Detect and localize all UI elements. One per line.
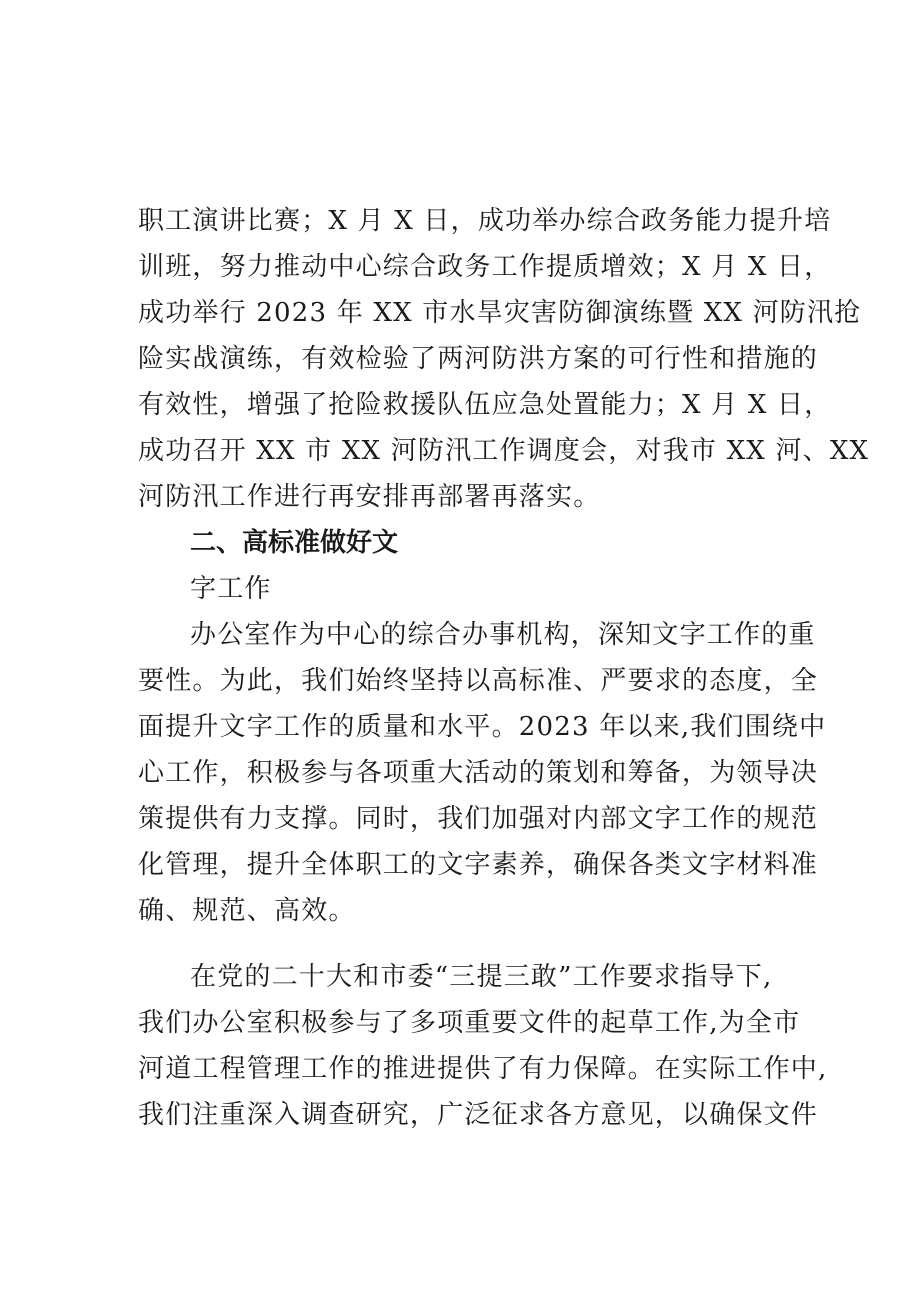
text-line: 我们办公室积极参与了多项重要文件的起草工作,为全市 (138, 1008, 801, 1038)
section-heading: 二、高标准做好文 (190, 528, 399, 558)
text-line: 办公室作为中心的综合办事机构，深知文字工作的重 (190, 620, 816, 650)
paragraph-2 (138, 612, 827, 934)
text-line: 有效性，增强了抢险救援队伍应急处置能力；X 月 X 日， (138, 390, 832, 420)
text-line: 我们注重深入调查研究，广泛征求各方意见，以确保文件 (138, 1100, 819, 1130)
text-line: 训班，努力推动中心综合政务工作提质增效；X 月 X 日， (138, 252, 832, 282)
text-line: 河防汛工作进行再安排再部署再落实。 (138, 482, 601, 512)
text-line: 河道工程管理工作的推进提供了有力保障。在实际工作中, (138, 1054, 828, 1084)
paragraph-3 (138, 954, 828, 1138)
text-line: 策提供有力支撑。同时，我们加强对内部文字工作的规范 (138, 804, 819, 834)
section-heading-continuation: 字工作 (190, 574, 272, 604)
text-line: 成功召开 XX 市 XX 河防汛工作调度会，对我市 XX 河、XX (138, 436, 870, 466)
paragraph-1 (138, 198, 870, 520)
text-line: 确、规范、高效。 (138, 896, 356, 926)
text-line: 成功举行 2023 年 XX 市水旱灾害防御演练暨 XX 河防汛抢 (138, 298, 862, 328)
document-body (138, 198, 870, 1138)
paragraph-spacer (138, 934, 788, 954)
text-line: 职工演讲比赛；X 月 X 日，成功举办综合政务能力提升培 (138, 206, 832, 236)
text-line: 面提升文字工作的质量和水平。2023 年以来,我们围绕中 (138, 712, 827, 742)
text-line: 在党的二十大和市委“三提三敢”工作要求指导下, (190, 962, 773, 992)
text-line: 心工作，积极参与各项重大活动的策划和筹备，为领导决 (138, 758, 819, 788)
text-line: 化管理，提升全体职工的文字素养，确保各类文字材料准 (138, 850, 819, 880)
text-line: 险实战演练，有效检验了两河防洪方案的可行性和措施的 (138, 344, 819, 374)
text-line: 要性。为此，我们始终坚持以高标准、严要求的态度，全 (138, 666, 819, 696)
